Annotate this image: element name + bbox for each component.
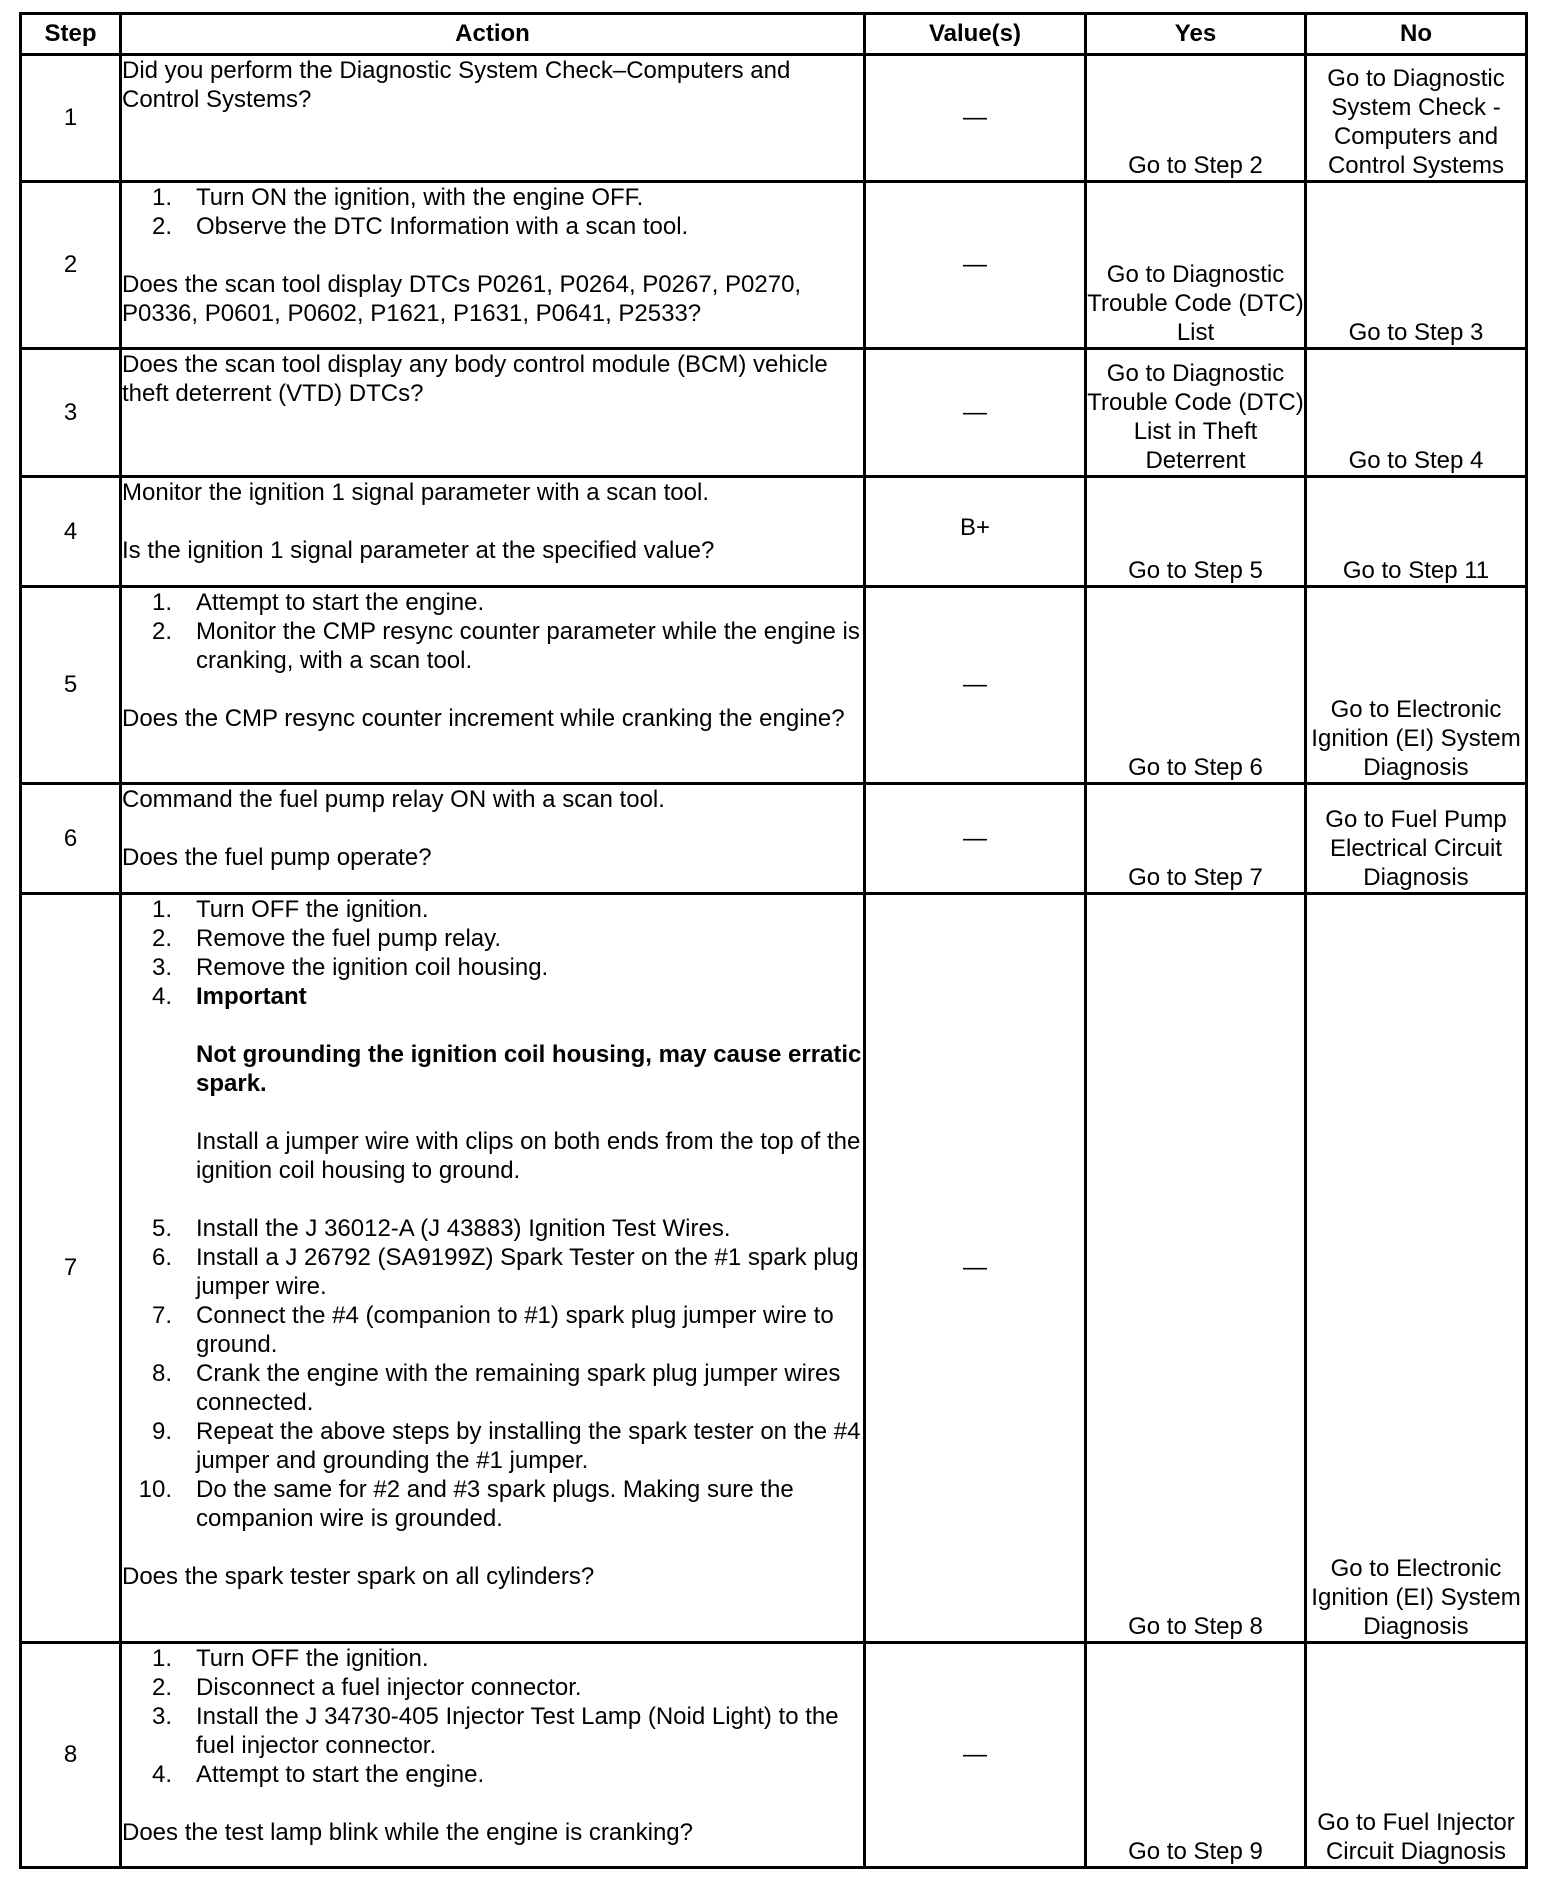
action-step: 8. Crank the engine with the remaining spark plug jumper wires connected. xyxy=(151,1360,841,1416)
value-cell: — xyxy=(865,784,1086,894)
table-row xyxy=(21,894,1527,1643)
step-number: 8 xyxy=(21,1643,121,1868)
table-row xyxy=(21,1643,1527,1868)
header-row xyxy=(21,14,1527,55)
yes-cell: Go to Diagnostic Trouble Code (DTC) List xyxy=(1086,182,1306,349)
header-no: No xyxy=(1306,14,1527,55)
no-cell: Go to Electronic Ignition (EI) System Diagnosis xyxy=(1306,894,1527,1643)
action-steps xyxy=(122,588,863,675)
action-step: 2. Observe the DTC Information with a scan tool. xyxy=(151,213,689,240)
yes-cell: Go to Step 5 xyxy=(1086,477,1306,587)
step-number: 4 xyxy=(21,477,121,587)
no-cell: Go to Step 4 xyxy=(1306,349,1527,477)
action-step: 1. Turn OFF the ignition. xyxy=(151,1645,429,1672)
step-number: 7 xyxy=(21,894,121,1643)
important-text: Install a jumper wire with clips on both ends from the top of the ignition coil housing to ground. xyxy=(196,1128,861,1184)
value-cell: — xyxy=(865,349,1086,477)
action-instruction: Monitor the ignition 1 signal parameter with a scan tool. xyxy=(122,479,709,506)
action-step: 3. Install the J 34730-405 Injector Test Lamp (Noid Light) to the fuel injector connector. xyxy=(151,1703,839,1759)
action-step: 1. Attempt to start the engine. xyxy=(151,589,485,616)
action-step: 6. Install a J 26792 (SA9199Z) Spark Tester on the #1 spark plug jumper wire. xyxy=(151,1244,859,1300)
action-cell xyxy=(121,55,865,182)
no-cell: Go to Fuel Injector Circuit Diagnosis xyxy=(1306,1643,1527,1868)
yes-cell: Go to Step 8 xyxy=(1086,894,1306,1643)
action-question: Does the CMP resync counter increment while cranking the engine? xyxy=(122,705,845,732)
step-number: 5 xyxy=(21,587,121,784)
header-yes: Yes xyxy=(1086,14,1306,55)
action-step: 2. Disconnect a fuel injector connector. xyxy=(151,1674,582,1701)
action-steps xyxy=(122,895,863,1533)
action-step: 4. Attempt to start the engine. xyxy=(151,1761,485,1788)
value-cell: — xyxy=(865,55,1086,182)
action-instruction: Command the fuel pump relay ON with a scan tool. xyxy=(122,786,665,813)
action-cell xyxy=(121,894,865,1643)
table-row xyxy=(21,784,1527,894)
value-cell: — xyxy=(865,587,1086,784)
step-number: 2 xyxy=(21,182,121,349)
table-row xyxy=(21,477,1527,587)
action-steps xyxy=(122,183,863,241)
action-step: 10. Do the same for #2 and #3 spark plugs. Making sure the companion wire is grounded. xyxy=(138,1476,794,1532)
step-number: 3 xyxy=(21,349,121,477)
action-cell xyxy=(121,587,865,784)
step-number: 6 xyxy=(21,784,121,894)
action-cell xyxy=(121,349,865,477)
value-cell: — xyxy=(865,894,1086,1643)
table-row xyxy=(21,182,1527,349)
no-cell: Go to Step 3 xyxy=(1306,182,1527,349)
action-step: 1. Turn OFF the ignition. xyxy=(151,896,429,923)
action-cell xyxy=(121,784,865,894)
yes-cell: Go to Step 9 xyxy=(1086,1643,1306,1868)
action-steps xyxy=(122,1644,863,1789)
action-question: Did you perform the Diagnostic System Check–Computers and Control Systems? xyxy=(122,57,791,113)
header-values: Value(s) xyxy=(865,14,1086,55)
no-cell: Go to Electronic Ignition (EI) System Diagnosis xyxy=(1306,587,1527,784)
action-cell xyxy=(121,477,865,587)
action-step: 3. Remove the ignition coil housing. xyxy=(151,954,549,981)
action-step: 4. Important Not grounding the ignition coil housing, may cause erratic spark. Install a jumper wire with clips on both ends from the top of the ignition coil housing to ground. xyxy=(151,983,862,1184)
yes-cell: Go to Diagnostic Trouble Code (DTC) List in Theft Deterrent xyxy=(1086,349,1306,477)
action-question: Does the spark tester spark on all cylinders? xyxy=(122,1563,595,1590)
action-question: Is the ignition 1 signal parameter at the specified value? xyxy=(122,537,715,564)
no-cell: Go to Fuel Pump Electrical Circuit Diagnosis xyxy=(1306,784,1527,894)
diagnostic-table xyxy=(19,12,1528,1869)
action-step: 5. Install the J 36012-A (J 43883) Ignition Test Wires. xyxy=(151,1215,731,1242)
step-number: 1 xyxy=(21,55,121,182)
action-step: 2. Remove the fuel pump relay. xyxy=(151,925,502,952)
action-step: 1. Turn ON the ignition, with the engine OFF. xyxy=(151,184,644,211)
action-cell xyxy=(121,1643,865,1868)
table-row xyxy=(21,349,1527,477)
value-cell: — xyxy=(865,182,1086,349)
action-step: 2. Monitor the CMP resync counter parameter while the engine is cranking, with a scan tool. xyxy=(151,618,860,674)
action-question: Does the scan tool display any body control module (BCM) vehicle theft deterrent (VTD) DTCs? xyxy=(122,351,828,407)
no-cell: Go to Diagnostic System Check - Computers and Control Systems xyxy=(1306,55,1527,182)
yes-cell: Go to Step 7 xyxy=(1086,784,1306,894)
important-label: Important xyxy=(196,983,307,1010)
action-question: Does the scan tool display DTCs P0261, P0264, P0267, P0270, P0336, P0601, P0602, P1621, P1631, P0641, P2533? xyxy=(122,271,802,327)
header-action: Action xyxy=(121,14,865,55)
action-question: Does the test lamp blink while the engine is cranking? xyxy=(122,1819,693,1846)
action-step: 7. Connect the #4 (companion to #1) spark plug jumper wire to ground. xyxy=(151,1302,834,1358)
action-step: 9. Repeat the above steps by installing the spark tester on the #4 jumper and grounding the #1 jumper. xyxy=(151,1418,861,1474)
value-cell: — xyxy=(865,1643,1086,1868)
action-cell xyxy=(121,182,865,349)
yes-cell: Go to Step 6 xyxy=(1086,587,1306,784)
yes-cell: Go to Step 2 xyxy=(1086,55,1306,182)
table-row xyxy=(21,587,1527,784)
value-cell: B+ xyxy=(865,477,1086,587)
important-note: Not grounding the ignition coil housing, may cause erratic spark. xyxy=(196,1041,862,1097)
no-cell: Go to Step 11 xyxy=(1306,477,1527,587)
table-row xyxy=(21,55,1527,182)
action-question: Does the fuel pump operate? xyxy=(122,844,432,871)
header-step: Step xyxy=(21,14,121,55)
